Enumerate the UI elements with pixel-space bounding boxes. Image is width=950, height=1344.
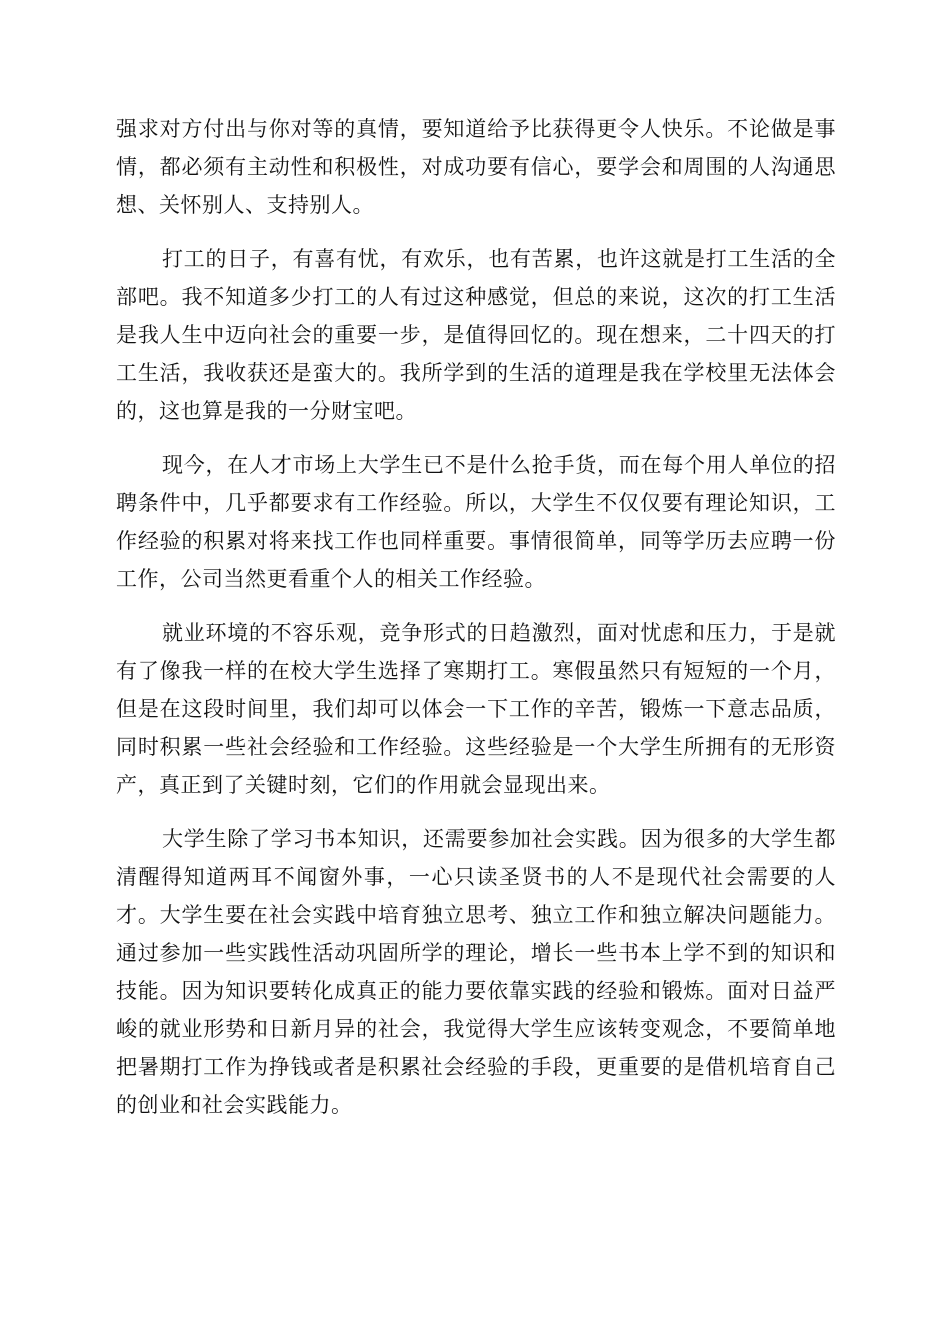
paragraph-social-practice: 大学生除了学习书本知识，还需要参加社会实践。因为很多的大学生都清醒得知道两耳不闻窗外事，一心只读圣贤书的人不是现代社会需要的人才。大学生要在社会实践中培育独立思考、独立工作和独立解决问题能力。通过参加一些实践性活动巩固所学的理论，增长一些书本上学不到的知识和技能。因为知识要转化成真正的能力要依靠实践的经验和锻炼。面对日益严峻的就业形势和日新月异的社会，我觉得大学生应该转变观念，不要简单地把暑期打工作为挣钱或者是积累社会经验的手段，更重要的是借机培育自己的创业和社会实践能力。 [116, 827, 836, 1117]
paragraph-talent-market: 现今，在人才市场上大学生已不是什么抢手货，而在每个用人单位的招聘条件中，几乎都要求有工作经验。所以，大学生不仅仅要有理论知识，工作经验的积累对将来找工作也同样重要。事情很简单，同等学历去应聘一份工作，公司当然更看重个人的相关工作经验。 [116, 453, 836, 591]
document-body [116, 110, 836, 1124]
paragraph-employment-environment: 就业环境的不容乐观，竞争形式的日趋激烈，面对忧虑和压力，于是就有了像我一样的在校大学生选择了寒期打工。寒假虽然只有短短的一个月，但是在这段时间里，我们却可以体会一下工作的辛苦，锻炼一下意志品质，同时积累一些社会经验和工作经验。这些经验是一个大学生所拥有的无形资产，真正到了关键时刻，它们的作用就会显现出来。 [116, 621, 836, 797]
paragraph-work-days: 打工的日子，有喜有忧，有欢乐，也有苦累，也许这就是打工生活的全部吧。我不知道多少打工的人有过这种感觉，但总的来说，这次的打工生活是我人生中迈向社会的重要一步，是值得回忆的。现在想来，二十四天的打工生活，我收获还是蛮大的。我所学到的生活的道理是我在学校里无法体会的，这也算是我的一分财宝吧。 [116, 247, 836, 423]
paragraph-continuation: 强求对方付出与你对等的真情，要知道给予比获得更令人快乐。不论做是事情，都必须有主动性和积极性，对成功要有信心，要学会和周围的人沟通思想、关怀别人、支持别人。 [116, 117, 836, 217]
